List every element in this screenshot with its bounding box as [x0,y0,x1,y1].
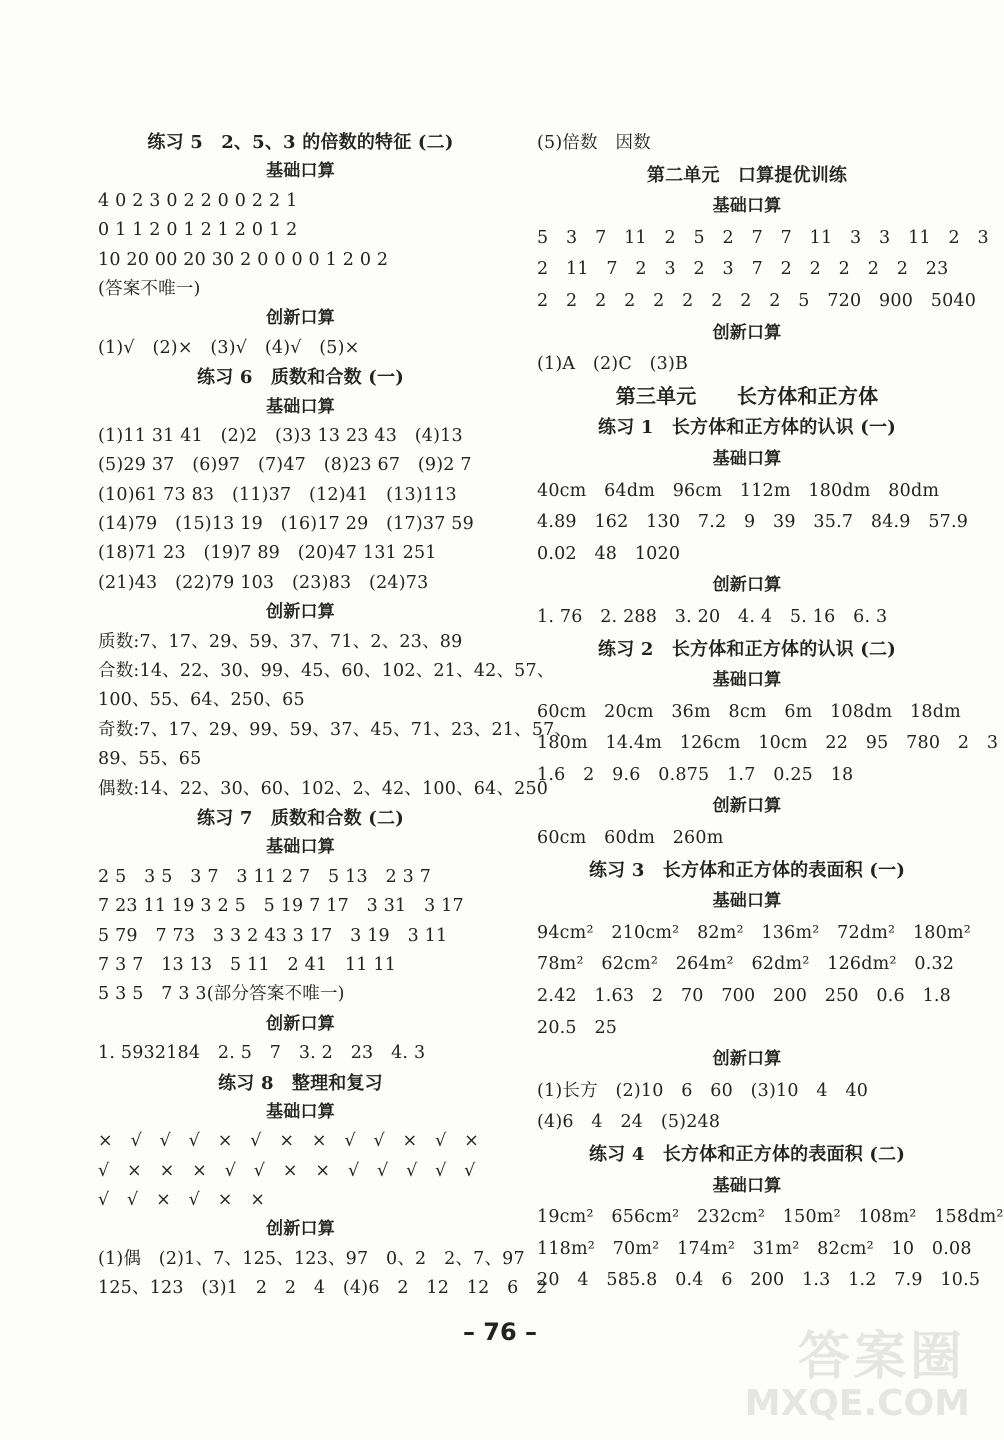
subsection-heading: 创新口算 [712,322,782,343]
subsection-heading: 基础口算 [712,670,782,691]
answer-line: 19cm² 656cm² 232cm² 150m² 108m² 158dm² [537,1207,1004,1228]
subsection-heading: 基础口算 [712,448,782,469]
answer-line: 7 23 11 19 3 2 5 5 19 7 17 3 31 3 17 [98,896,464,917]
answer-line: 0 1 1 2 0 1 2 1 2 0 1 2 [98,220,298,241]
page-number: – 76 – [462,1318,538,1346]
answer-line: √ √ × √ × × [98,1190,266,1211]
answer-line: (4)6 4 24 (5)248 [537,1112,721,1133]
subsection-heading: 创新口算 [266,1219,335,1240]
left-column [98,128,573,1304]
answer-line: 奇数:7、17、29、99、59、37、45、71、23、21、57、 [98,719,573,740]
section-heading: 练习 8 整理和复习 [218,1072,383,1094]
answer-line: √ × × × √ √ × × √ √ √ √ √ [98,1160,476,1181]
answer-line: (1)A (2)C (3)B [537,354,689,375]
answer-line: 180m 14.4m 126cm 10cm 22 95 780 2 3 [537,733,999,754]
subsection-heading: 创新口算 [712,796,782,817]
answer-line: 94cm² 210cm² 82m² 136m² 72dm² 180m² [537,922,971,943]
answer-line: (21)43 (22)79 103 (23)83 (24)73 [98,572,429,593]
answer-line: (答案不唯一) [98,278,201,299]
answer-line: × √ √ √ × √ × × √ √ × √ × [98,1131,480,1152]
answer-line: 2 11 7 2 3 2 3 7 2 2 2 2 2 23 [537,259,949,280]
section-heading: 第三单元 长方体和正方体 [615,383,879,408]
answer-line: 0.02 48 1020 [537,543,681,564]
answer-line: 20.5 25 [537,1017,618,1038]
section-heading: 练习 3 长方体和正方体的表面积 (一) [588,859,906,881]
section-heading: 练习 7 质数和合数 (二) [197,807,404,829]
answer-line: 10 20 00 20 30 2 0 0 0 0 1 2 0 2 [98,249,389,270]
answer-line: 60cm 20cm 36m 8cm 6m 108dm 18dm [537,701,961,722]
subsection-heading: 创新口算 [712,575,782,596]
answer-line: 60cm 60dm 260m [537,828,724,849]
answer-line: 5 3 7 11 2 5 2 7 7 11 3 3 11 2 3 [537,227,989,248]
section-heading: 练习 6 质数和合数 (一) [197,367,404,389]
subsection-heading: 基础口算 [266,837,335,858]
section-heading: 练习 5 2、5、3 的倍数的特征 (二) [147,132,454,153]
answer-line: 2 5 3 5 3 7 3 11 2 7 5 13 2 3 7 [98,866,432,887]
section-heading: 练习 1 长方体和正方体的认识 (一) [598,417,896,439]
subsection-heading: 基础口算 [266,1101,335,1122]
answer-line: 合数:14、22、30、99、45、60、102、21、42、57、 [98,661,555,682]
answer-line: 78m² 62cm² 264m² 62dm² 126dm² 0.32 [537,954,955,975]
answer-line: 5 79 7 73 3 3 2 43 3 17 3 19 3 11 [98,925,448,946]
answer-line: 1.6 2 9.6 0.875 1.7 0.25 18 [537,764,854,785]
answer-line: 质数:7、17、29、59、37、71、2、23、89 [98,631,463,652]
answer-line: 2 2 2 2 2 2 2 2 2 5 720 900 5040 [537,290,977,311]
right-column [537,128,1004,1297]
subsection-heading: 基础口算 [266,161,335,182]
subsection-heading: 创新口算 [266,1013,335,1034]
answer-line: 1. 5932184 2. 5 7 3. 2 23 4. 3 [98,1043,426,1064]
subsection-heading: 创新口算 [266,308,335,329]
answer-line: (1)偶 (2)1、7、125、123、97 0、2 2、7、97 [98,1248,525,1269]
answer-line: 7 3 7 13 13 5 11 2 41 11 11 [98,954,397,975]
section-heading: 练习 4 长方体和正方体的表面积 (二) [588,1144,906,1165]
answer-line: 4.89 162 130 7.2 9 39 35.7 84.9 57.9 [537,512,969,533]
subsection-heading: 创新口算 [712,1049,782,1070]
answer-line: 40cm 64dm 96cm 112m 180dm 80dm [537,480,940,501]
section-heading: 第二单元 口算提优训练 [646,164,848,186]
answer-line: (10)61 73 83 (11)37 (12)41 (13)113 [98,484,457,505]
answer-line: (1)11 31 41 (2)2 (3)3 13 23 43 (4)13 [98,425,463,446]
subsection-heading: 基础口算 [712,196,782,217]
watermark-text: 答案圈 [797,1327,966,1387]
answer-line: 偶数:14、22、30、60、102、2、42、100、64、250 [98,778,549,799]
answer-line: (1)长方 (2)10 6 60 (3)10 4 40 [537,1080,869,1101]
answer-line: 125、123 (3)1 2 2 4 (4)6 2 12 12 6 2 [98,1278,548,1299]
answer-line: 2.42 1.63 2 70 700 200 250 0.6 1.8 [537,986,951,1007]
answer-line: (14)79 (15)13 19 (16)17 29 (17)37 59 [98,514,474,535]
answer-line: 100、55、64、250、65 [98,690,305,711]
watermark-url: MXQE.COM [744,1383,970,1424]
answer-line: (5)倍数 因数 [537,133,651,153]
answer-line: (18)71 23 (19)7 89 (20)47 131 251 [98,543,437,564]
answer-line: 5 3 5 7 3 3(部分答案不唯一) [98,984,345,1005]
subsection-heading: 基础口算 [266,396,335,417]
answer-line: (5)29 37 (6)97 (7)47 (8)23 67 (9)2 7 [98,455,472,476]
subsection-heading: 创新口算 [266,602,335,623]
watermark-logo [726,1314,976,1424]
subsection-heading: 基础口算 [712,1175,782,1196]
subsection-heading: 基础口算 [712,891,782,912]
answer-line: 20 4 585.8 0.4 6 200 1.3 1.2 7.9 10.5 [537,1270,981,1291]
section-heading: 练习 2 长方体和正方体的认识 (二) [598,638,896,660]
answer-line: 1. 76 2. 288 3. 20 4. 4 5. 16 6. 3 [537,606,888,627]
answer-line: (1)√ (2)× (3)√ (4)√ (5)× [98,337,360,358]
answer-line: 4 0 2 3 0 2 2 0 0 2 2 1 [98,190,298,211]
answer-line: 118m² 70m² 174m² 31m² 82cm² 10 0.08 [537,1238,972,1259]
answer-line: 89、55、65 [98,749,202,770]
